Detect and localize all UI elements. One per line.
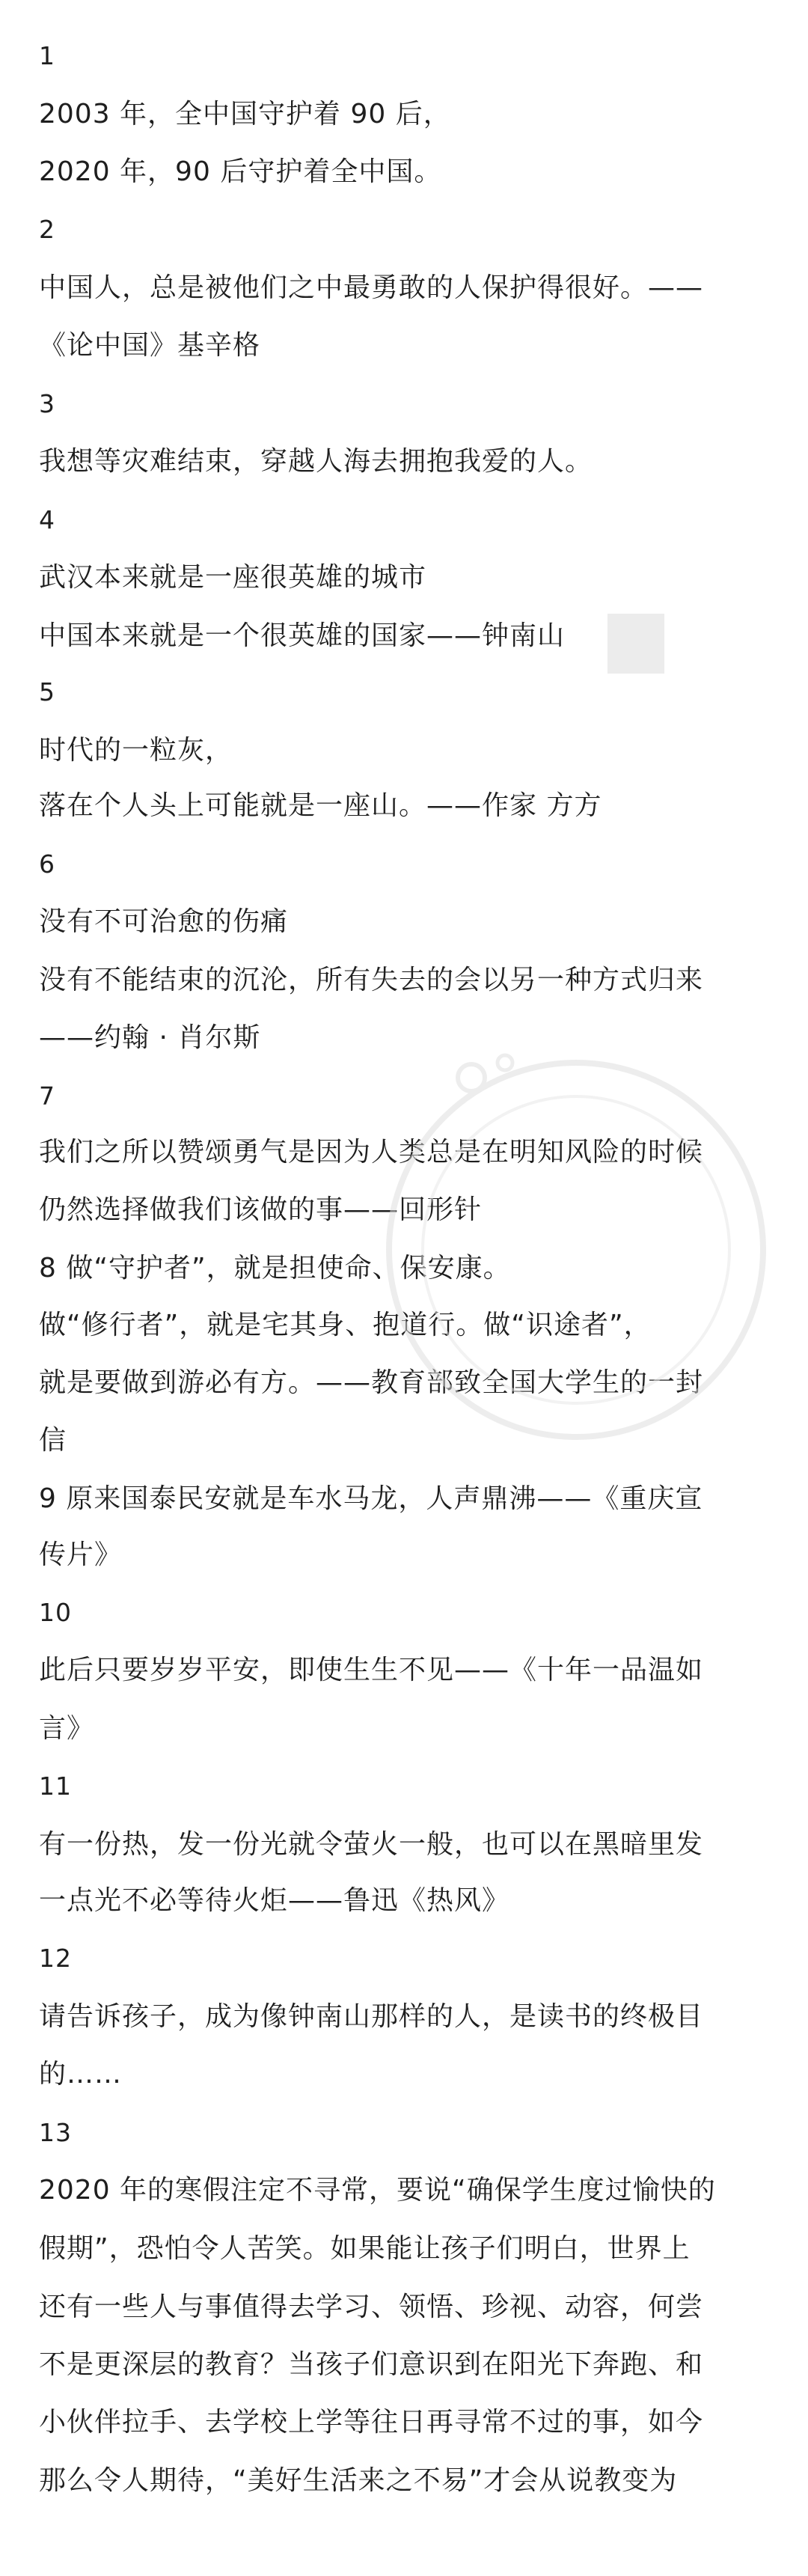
text-line: 9 原来国泰民安就是车水马龙，人声鼎沸——《重庆宣 [39, 1483, 703, 1514]
text-line: 有一份热，发一份光就令萤火一般，也可以在黑暗里发 [39, 1829, 704, 1860]
text-line: 中国人，总是被他们之中最勇敢的人保护得很好。—— [39, 272, 704, 303]
text-line: 8 做“守护者”，就是担使命、保安康。 [39, 1253, 511, 1284]
text-line: 2003 年，全中国守护着 90 后， [39, 99, 451, 129]
text-line: 信 [39, 1425, 67, 1456]
text-line: ——约翰 · 肖尔斯 [39, 1022, 261, 1053]
text-line: 我们之所以赞颂勇气是因为人类总是在明知风险的时候 [39, 1137, 704, 1168]
text-line: 就是要做到游必有方。——教育部致全国大学生的一封 [39, 1367, 704, 1398]
quote-number: 3 [39, 389, 55, 418]
text-line: 不是更深层的教育？当孩子们意识到在阳光下奔跑、和 [39, 2349, 704, 2380]
quote-number: 13 [39, 2118, 72, 2147]
text-line: 此后只要岁岁平安，即使生生不见——《十年一品温如 [39, 1655, 704, 1685]
text-line: 我想等灾难结束，穿越人海去拥抱我爱的人。 [39, 446, 593, 477]
quote-number: 1 [39, 41, 55, 70]
text-line: 还有一些人与事值得去学习、领悟、珍视、动容，何尝 [39, 2292, 704, 2322]
quote-number: 7 [39, 1081, 55, 1111]
text-line: 一点光不必等待火炬——鲁迅《热风》 [39, 1885, 510, 1916]
quote-number: 2 [39, 215, 55, 244]
quote-number: 12 [39, 1944, 72, 1973]
text-line: 没有不可治愈的伤痛 [39, 906, 289, 937]
text-line: 做“修行者”，就是宅其身、抱道行。做“识途者”， [39, 1310, 652, 1340]
text-line: 仍然选择做我们该做的事——回形针 [39, 1194, 483, 1225]
text-line: 那么令人期待，“美好生活来之不易”才会从说教变为 [39, 2465, 678, 2496]
text-line: 落在个人头上可能就是一座山。——作家 方方 [39, 790, 602, 821]
text-line: 2020 年，90 后守护着全中国。 [39, 156, 442, 187]
text-line: 中国本来就是一个很英雄的国家——钟南山 [39, 620, 566, 651]
quote-number: 4 [39, 505, 55, 534]
text-line: 2020 年的寒假注定不寻常，要说“确保学生度过愉快的 [39, 2175, 716, 2206]
text-line: 时代的一粒灰， [39, 735, 233, 766]
quote-number: 11 [39, 1771, 72, 1801]
text-line: 言》 [39, 1713, 95, 1744]
text-line: 武汉本来就是一座很英雄的城市 [39, 562, 427, 593]
text-line: 没有不能结束的沉沦，所有失去的会以另一种方式归来 [39, 965, 704, 995]
text-line: 的…… [39, 2059, 123, 2090]
text-line: 《论中国》基辛格 [39, 330, 261, 361]
image-placeholder [607, 614, 664, 674]
text-line: 假期”，恐怕令人苦笑。如果能让孩子们明白，世界上 [39, 2233, 691, 2264]
quote-number: 10 [39, 1598, 72, 1627]
text-line: 小伙伴拉手、去学校上学等往日再寻常不过的事，如今 [39, 2407, 704, 2438]
text-line: 传片》 [39, 1539, 123, 1570]
quote-number: 5 [39, 677, 55, 706]
quote-number: 6 [39, 849, 55, 879]
text-line: 请告诉孩子，成为像钟南山那样的人，是读书的终极目 [39, 2001, 704, 2032]
